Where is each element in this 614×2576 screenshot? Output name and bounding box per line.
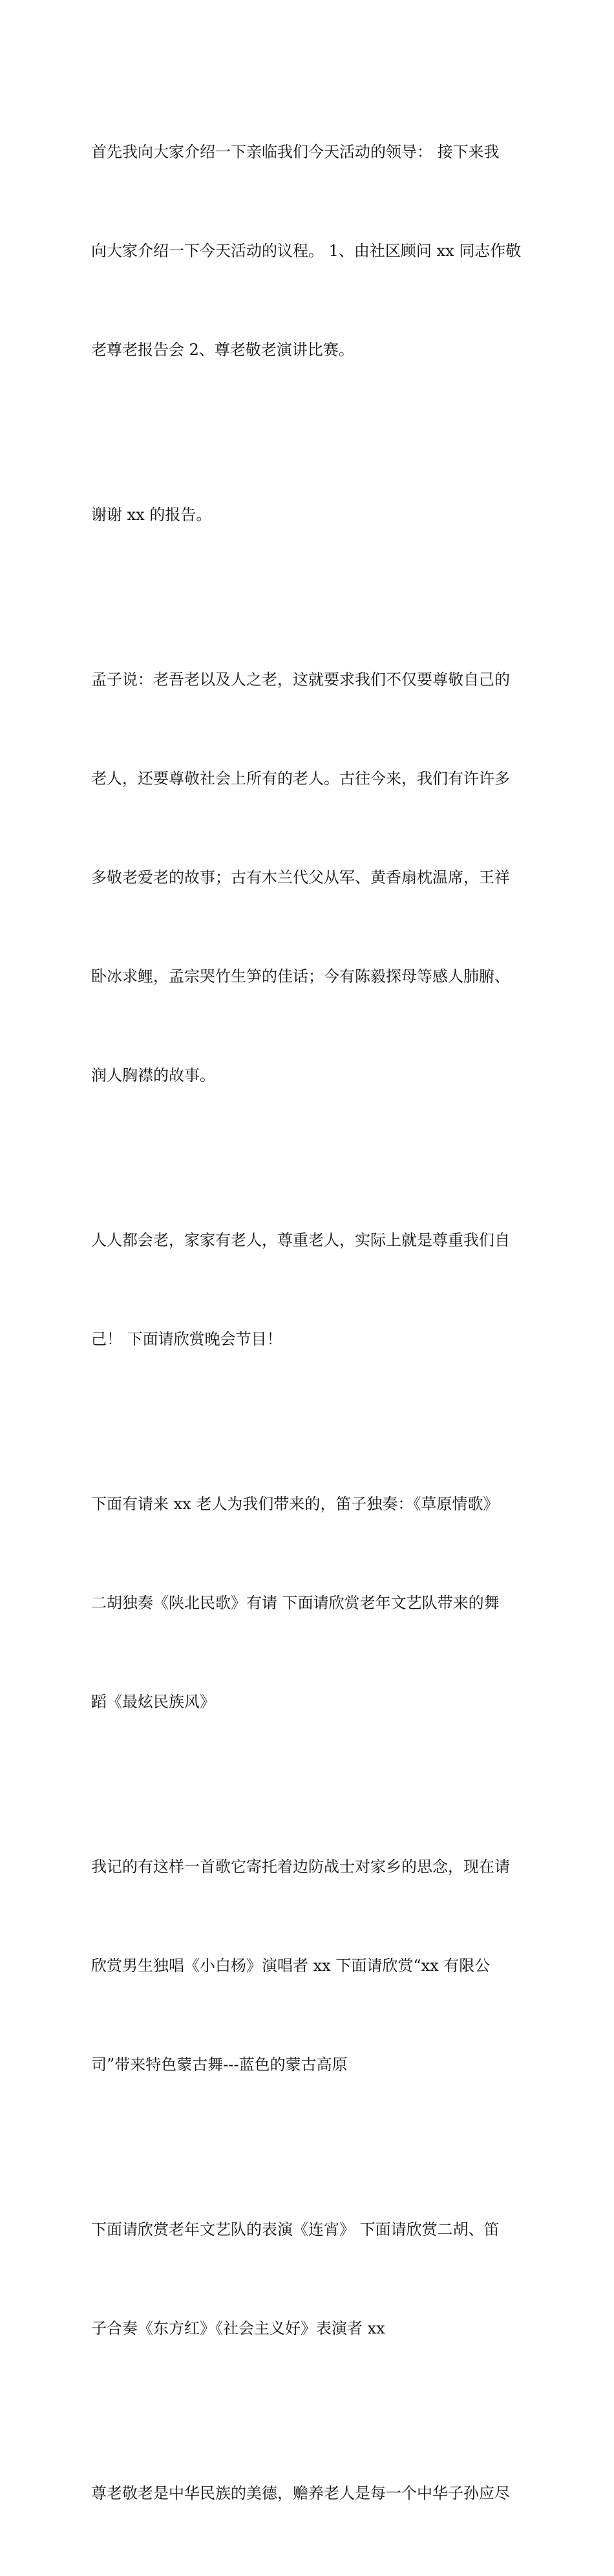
- paragraph-7: [91, 2147, 531, 2411]
- paragraph-5: [91, 1422, 531, 1785]
- paragraph-3: [91, 597, 531, 1158]
- text-line: 欣赏男生独唱《小白杨》演唱者 xx 下面请欣赏“xx 有限公: [91, 1957, 491, 1975]
- text-line: 下面请欣赏老年文艺队的表演《连宵》 下面请欣赏二胡、笛: [91, 2220, 500, 2238]
- paragraph-1: [91, 70, 531, 433]
- paragraph-6: [91, 1785, 531, 2147]
- text-line: 己！ 下面请欣赏晚会节目！: [91, 1330, 282, 1348]
- paragraph-2: [91, 433, 531, 597]
- text-line: 二胡独奏《陕北民歌》有请 下面请欣赏老年文艺队带来的舞: [91, 1594, 500, 1612]
- text-line: 人人都会老，家家有老人，尊重老人，实际上就是尊重我们自: [91, 1231, 510, 1249]
- text-line: 蹈《最炫民族风》: [91, 1693, 215, 1711]
- paragraph-8: [91, 2411, 531, 2576]
- text-line: 我记的有这样一首歌它寄托着边防战士对家乡的思念，现在请: [91, 1858, 510, 1876]
- text-line: 下面有请来 xx 老人为我们带来的，笛子独奏：《草原情歌》: [91, 1495, 499, 1513]
- text-line: 多敬老爱老的故事；古有木兰代父从军、黄香扇枕温席，王祥: [91, 868, 510, 886]
- text-line: 孟子说：老吾老以及人之老，这就要求我们不仅要尊敬自己的: [91, 671, 510, 689]
- text-line: 卧冰求鲤，孟宗哭竹生笋的佳话；今有陈毅探母等感人肺腑、: [91, 967, 510, 985]
- text-line: 老人，还要尊敬社会上所有的老人。古往今来，我们有许许多: [91, 769, 510, 788]
- text-line: 司”带来特色蒙古舞---蓝色的蒙古高原: [91, 2055, 348, 2074]
- text-line: 向大家介绍一下今天活动的议程。 1、由社区顾问 xx 同志作敬: [91, 242, 522, 260]
- text-line: 子合奏《东方红》《社会主义好》表演者 xx: [91, 2319, 385, 2337]
- text-line: 润人胸襟的故事。: [91, 1066, 215, 1084]
- text-line: 首先我向大家介绍一下亲临我们今天活动的领导： 接下来我: [91, 143, 500, 161]
- text-line: 谢谢 xx 的报告。: [91, 506, 212, 524]
- paragraph-4: [91, 1158, 531, 1422]
- document-body: [91, 70, 531, 2576]
- text-line: 老尊老报告会 2、尊老敬老演讲比赛。: [91, 341, 354, 359]
- text-line: 尊老敬老是中华民族的美德，赡养老人是每一个中华子孙应尽: [91, 2484, 510, 2502]
